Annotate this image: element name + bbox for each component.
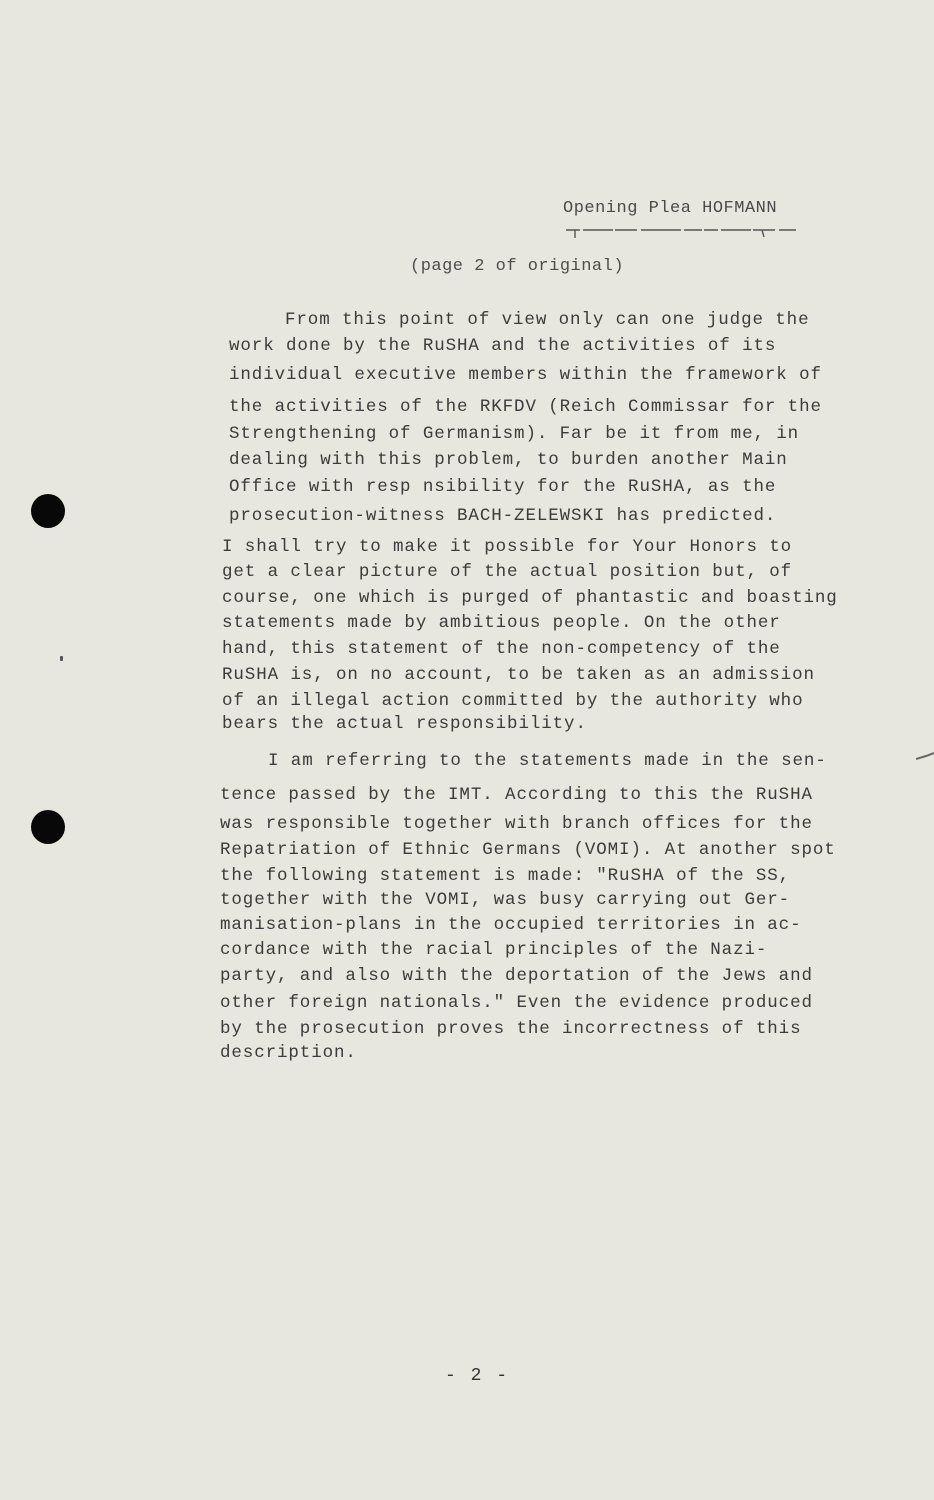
text-line: cordance with the racial principles of the Nazi- bbox=[220, 940, 768, 960]
text-line: hand, this statement of the non-competency of the bbox=[222, 639, 781, 659]
text-line: work done by the RuSHA and the activities of its bbox=[229, 336, 777, 356]
punch-hole-bottom bbox=[31, 810, 65, 844]
text-line: bears the actual responsibility. bbox=[222, 714, 587, 734]
text-line: RuSHA is, on no account, to be taken as an admission bbox=[222, 665, 815, 685]
text-line: was responsible together with branch offices for the bbox=[220, 814, 813, 834]
page-reference: (page 2 of original) bbox=[410, 257, 625, 276]
text-line: manisation-plans in the occupied territories in ac- bbox=[220, 915, 802, 935]
text-line: by the prosecution proves the incorrectness of this bbox=[220, 1019, 802, 1039]
page-number: - 2 - bbox=[445, 1366, 510, 1386]
page-edge-mark bbox=[916, 752, 934, 762]
text-line: other foreign nationals." Even the evidence produced bbox=[220, 993, 813, 1013]
text-line: dealing with this problem, to burden another Main bbox=[229, 450, 788, 470]
text-line: together with the VOMI, was busy carrying out Ger- bbox=[220, 890, 791, 910]
text-line: description. bbox=[220, 1043, 357, 1063]
text-line: individual executive members within the framework of bbox=[229, 365, 822, 385]
text-line: party, and also with the deportation of the Jews and bbox=[220, 966, 813, 986]
text-line: get a clear picture of the actual position but, of bbox=[222, 562, 793, 582]
text-line: Strengthening of Germanism). Far be it from me, in bbox=[229, 424, 800, 444]
text-line: I am referring to the statements made in the sen- bbox=[268, 751, 827, 771]
text-line: course, one which is purged of phantastic and boasting bbox=[222, 588, 838, 608]
text-line: Office with resp nsibility for the RuSHA, as the bbox=[229, 477, 777, 497]
text-line: the activities of the RKFDV (Reich Commissar for the bbox=[229, 397, 822, 417]
ink-speck bbox=[60, 656, 63, 661]
text-line: prosecution-witness BACH-ZELEWSKI has predicted. bbox=[229, 506, 777, 526]
punch-hole-top bbox=[31, 494, 65, 528]
text-line: the following statement is made: "RuSHA of the SS, bbox=[220, 866, 791, 886]
text-line: I shall try to make it possible for Your Honors to bbox=[222, 537, 793, 557]
header-underline bbox=[566, 226, 796, 240]
text-line: tence passed by the IMT. According to this the RuSHA bbox=[220, 785, 813, 805]
text-line: From this point of view only can one judge the bbox=[285, 310, 810, 330]
text-line: statements made by ambitious people. On the other bbox=[222, 613, 781, 633]
text-line: of an illegal action committed by the authority who bbox=[222, 691, 804, 711]
text-line: Repatriation of Ethnic Germans (VOMI). At another spot bbox=[220, 840, 836, 860]
document-header: Opening Plea HOFMANN bbox=[563, 199, 778, 218]
